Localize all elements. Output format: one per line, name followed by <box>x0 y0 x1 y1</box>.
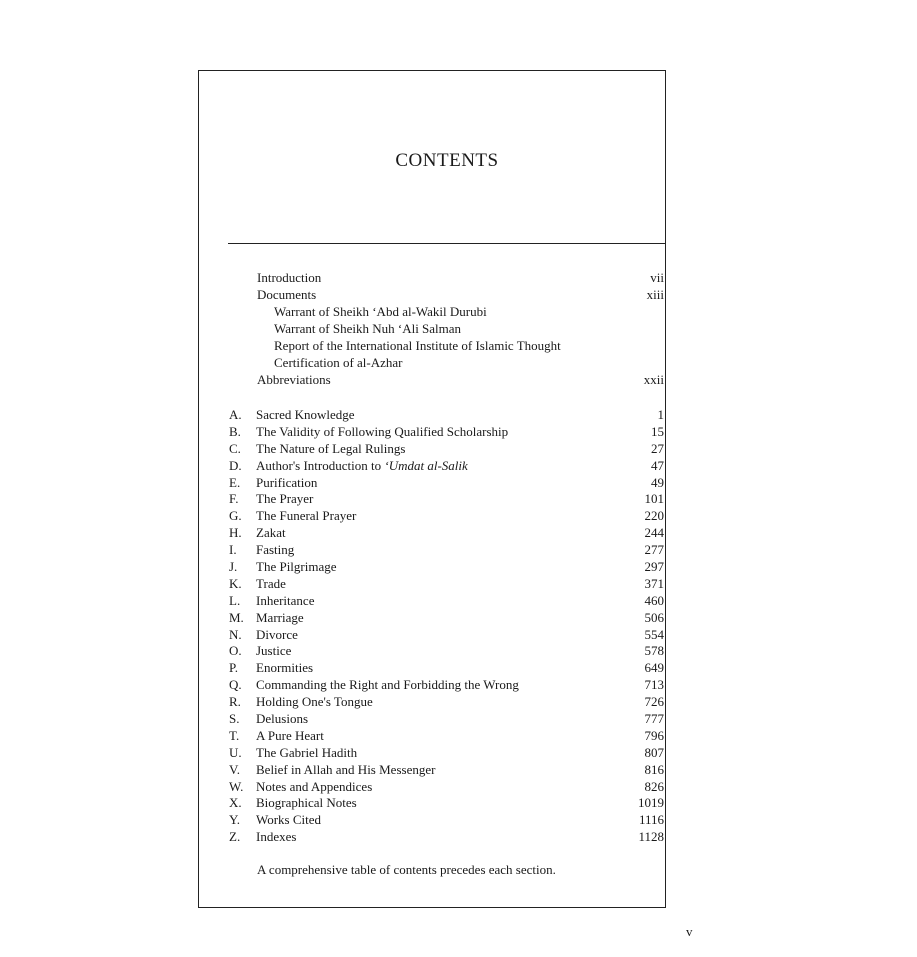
section-item <box>229 811 666 828</box>
section-page: 1128 <box>638 829 664 845</box>
section-page: 27 <box>651 440 664 456</box>
section-label-text: Author's Introduction to <box>256 457 385 473</box>
section-page: 220 <box>644 508 664 524</box>
section-label-text: Indexes <box>256 829 297 845</box>
section-label <box>256 558 624 575</box>
section-label-text: The Prayer <box>256 491 314 507</box>
section-letter: Q. <box>229 677 242 693</box>
section-label <box>256 811 624 828</box>
section-letter: T. <box>229 727 240 743</box>
section-label-text: Works Cited <box>256 812 322 828</box>
front-matter-label: Introduction <box>257 270 322 285</box>
section-label-text: Divorce <box>256 626 298 642</box>
section-item <box>229 474 666 491</box>
section-page: 649 <box>644 660 664 676</box>
section-letter: G. <box>229 508 242 524</box>
section-letter: N. <box>229 626 242 642</box>
section-label-text: The Pilgrimage <box>256 559 337 575</box>
section-item <box>229 794 666 811</box>
section-letter: U. <box>229 744 242 760</box>
section-label-text: A Pure Heart <box>256 727 324 743</box>
section-page: 277 <box>644 542 664 558</box>
front-matter-item <box>257 303 667 320</box>
section-item <box>229 828 666 845</box>
section-label <box>256 778 624 795</box>
section-letter: R. <box>229 694 241 710</box>
front-matter-page: xiii <box>646 287 664 302</box>
section-label-text: Holding One's Tongue <box>256 694 373 710</box>
section-page: 49 <box>651 474 664 490</box>
section-letter: M. <box>229 609 244 625</box>
title-rule <box>228 243 666 244</box>
section-page: 554 <box>644 626 664 642</box>
section-letter: I. <box>229 542 237 558</box>
section-item <box>229 609 666 626</box>
section-label <box>256 761 624 778</box>
section-item <box>229 406 666 423</box>
section-label <box>256 524 624 541</box>
section-letter: E. <box>229 474 241 490</box>
section-page: 777 <box>644 711 664 727</box>
section-page: 807 <box>644 744 664 760</box>
front-matter-label: Documents <box>257 287 317 302</box>
section-page: 713 <box>644 677 664 693</box>
section-item <box>229 676 666 693</box>
section-item <box>229 524 666 541</box>
section-label-text: The Validity of Following Qualified Scholarship <box>256 423 509 439</box>
front-matter-page: vii <box>650 270 664 285</box>
section-label <box>256 592 624 609</box>
section-label <box>256 541 624 558</box>
section-label-text: Delusions <box>256 711 308 727</box>
section-label <box>256 828 624 845</box>
page-number: v <box>686 924 693 939</box>
section-label-text: The Nature of Legal Rulings <box>256 440 406 456</box>
section-label-italic: ‘Umdat al-Salik <box>384 457 468 473</box>
section-label <box>256 474 624 491</box>
section-letter: J. <box>229 559 238 575</box>
section-label-text: Inheritance <box>256 592 315 608</box>
section-label <box>256 609 624 626</box>
section-page: 371 <box>644 575 664 591</box>
section-letter: F. <box>229 491 239 507</box>
front-matter-label: Report of the International Institute of Islamic Thought <box>274 338 561 353</box>
section-item <box>229 490 666 507</box>
page-title: CONTENTS <box>395 150 499 171</box>
section-page: 47 <box>651 457 664 473</box>
section-label <box>256 423 624 440</box>
section-item <box>229 626 666 643</box>
section-label <box>256 642 624 659</box>
section-label-text: The Gabriel Hadith <box>256 744 358 760</box>
section-letter: V. <box>229 761 240 777</box>
section-item <box>229 659 666 676</box>
section-item <box>229 642 666 659</box>
section-label-text: Justice <box>256 643 292 659</box>
section-letter: L. <box>229 592 241 608</box>
section-label <box>256 575 624 592</box>
section-letter: A. <box>229 407 242 422</box>
section-item <box>229 440 666 457</box>
section-page: 578 <box>644 643 664 659</box>
section-label <box>256 507 624 524</box>
section-label-text: Biographical Notes <box>256 795 357 811</box>
section-letter: O. <box>229 643 242 659</box>
section-item <box>229 575 666 592</box>
section-label-text: Zakat <box>256 525 286 541</box>
section-page: 796 <box>644 727 664 743</box>
section-page: 244 <box>644 525 664 541</box>
section-page: 460 <box>644 592 664 608</box>
section-label <box>256 693 624 710</box>
section-letter: P. <box>229 660 239 676</box>
section-page: 1116 <box>638 812 664 828</box>
section-item <box>229 778 666 795</box>
section-letter: W. <box>229 778 244 794</box>
section-label-text: Trade <box>256 575 286 591</box>
section-letter: X. <box>229 795 242 811</box>
section-item <box>229 761 666 778</box>
section-page: 826 <box>644 778 664 794</box>
section-label <box>256 440 624 457</box>
front-matter-label: Certification of al-Azhar <box>274 355 403 370</box>
section-letter: Y. <box>229 812 240 828</box>
section-item <box>229 423 666 440</box>
section-page: 816 <box>644 761 664 777</box>
front-matter-list <box>257 269 667 388</box>
section-letter: C. <box>229 440 241 456</box>
section-label-text: Purification <box>256 474 318 490</box>
front-matter-item <box>257 337 667 354</box>
section-label <box>256 727 624 744</box>
sections-list <box>229 406 666 845</box>
section-letter: K. <box>229 575 242 591</box>
section-letter: D. <box>229 457 242 473</box>
front-matter-label: Warrant of Sheikh Nuh ‘Ali Salman <box>274 321 462 336</box>
section-label-text: Sacred Knowledge <box>256 407 355 422</box>
section-item <box>229 558 666 575</box>
section-page: 297 <box>644 559 664 575</box>
section-page: 1019 <box>638 795 664 811</box>
contents-note: A comprehensive table of contents precedes each section. <box>257 862 556 877</box>
section-letter: S. <box>229 711 240 727</box>
section-item <box>229 693 666 710</box>
front-matter-item <box>257 269 667 286</box>
section-label <box>256 744 624 761</box>
front-matter-label: Abbreviations <box>257 372 331 387</box>
section-item <box>229 541 666 558</box>
section-item <box>229 507 666 524</box>
front-matter-item <box>257 371 667 388</box>
section-item <box>229 727 666 744</box>
section-label-text: Fasting <box>256 542 295 558</box>
section-label <box>256 794 624 811</box>
front-matter-label: Warrant of Sheikh ‘Abd al-Wakil Durubi <box>274 304 487 319</box>
section-item <box>229 710 666 727</box>
section-label-text: Belief in Allah and His Messenger <box>256 761 436 777</box>
front-matter-item <box>257 286 667 303</box>
section-label-text: Commanding the Right and Forbidding the Wrong <box>256 677 519 693</box>
section-label-text: Enormities <box>256 660 314 676</box>
section-label <box>256 457 624 474</box>
section-label-text: Marriage <box>256 609 304 625</box>
section-label-text: Notes and Appendices <box>256 778 373 794</box>
section-label <box>256 626 624 643</box>
section-page: 15 <box>651 423 664 439</box>
section-item <box>229 744 666 761</box>
section-label <box>256 710 624 727</box>
section-label-text: The Funeral Prayer <box>256 508 357 524</box>
section-letter: B. <box>229 423 241 439</box>
front-matter-item <box>257 354 667 371</box>
section-page: 506 <box>644 609 664 625</box>
section-label <box>256 490 624 507</box>
section-label <box>256 676 624 693</box>
section-letter: Z. <box>229 829 241 845</box>
section-item <box>229 457 666 474</box>
section-label <box>256 659 624 676</box>
section-page: 726 <box>644 694 664 710</box>
section-label <box>256 406 624 423</box>
front-matter-item <box>257 320 667 337</box>
section-item <box>229 592 666 609</box>
section-page: 1 <box>657 407 664 422</box>
section-page: 101 <box>644 491 664 507</box>
front-matter-page: xxii <box>643 372 664 387</box>
section-letter: H. <box>229 525 242 541</box>
